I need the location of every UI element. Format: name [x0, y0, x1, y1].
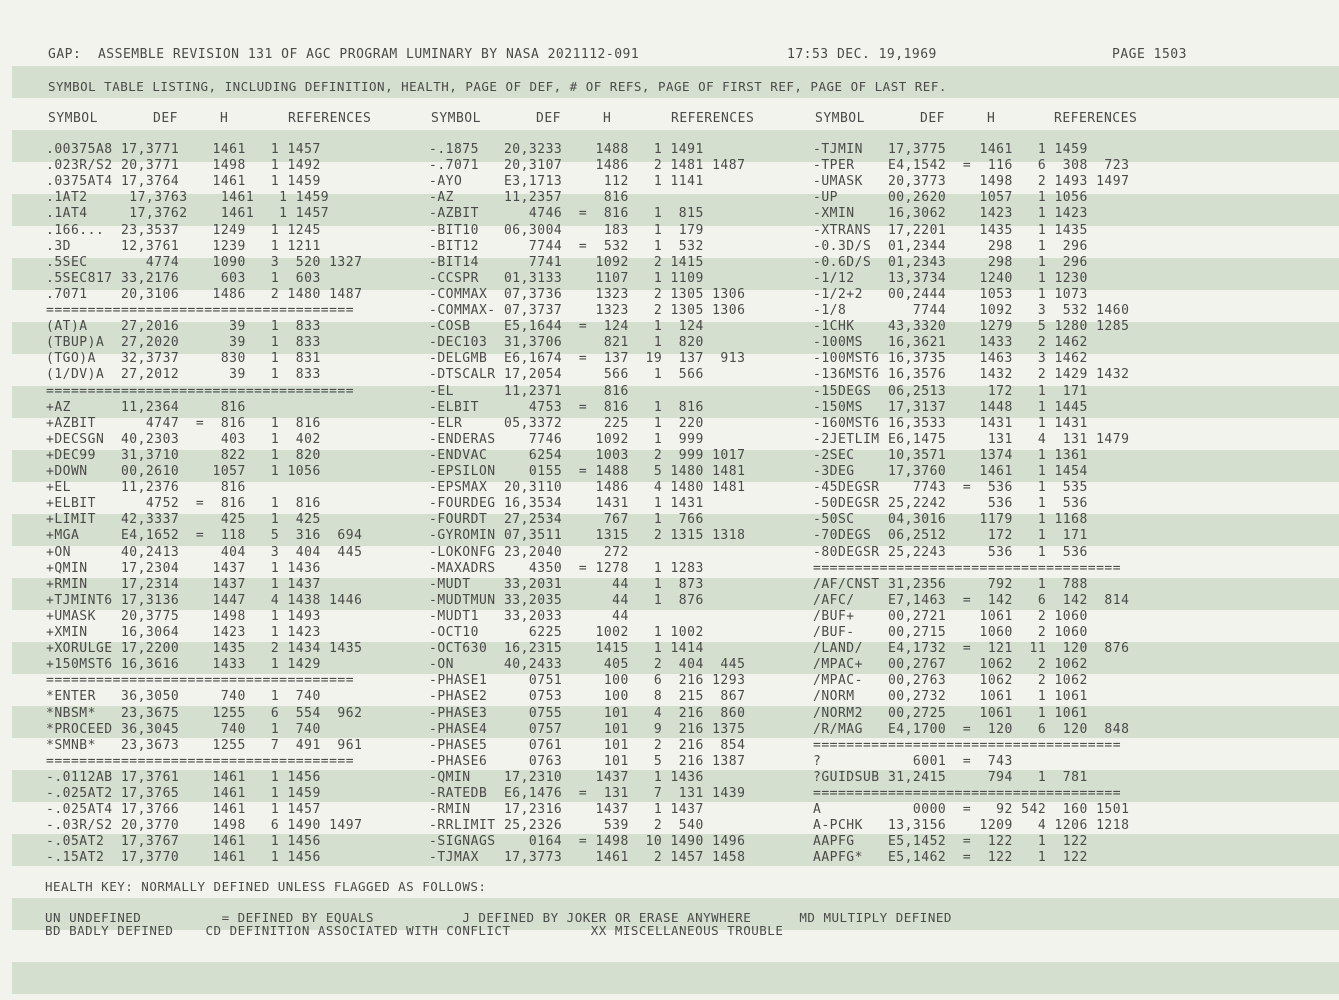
symbol-row: *ENTER 36,3050 740 1 740 — [46, 689, 321, 705]
symbol-row: -3DEG 17,3760 1461 1 1454 — [813, 464, 1088, 479]
symbol-row: -ENDVAC 6254 1003 2 999 1017 — [429, 447, 746, 463]
listing-subtitle: SYMBOL TABLE LISTING, INCLUDING DEFINITION, HEALTH, PAGE OF DEF, # OF REFS, PAGE OF FIRST REF, PAGE OF LAST REF. — [48, 79, 947, 94]
symbol-row: -XMIN 16,3062 1423 1 1423 — [813, 206, 1088, 222]
symbol-row: -.15AT2 17,3770 1461 1 1456 — [46, 850, 321, 866]
symbol-row: -OCT630 16,2315 1415 1 1414 — [429, 641, 704, 657]
separator-row: ===================================== — [46, 383, 355, 399]
health-key-line-2: BD BADLY DEFINED CD DEFINITION ASSOCIATED WITH CONFLICT XX MISCELLANEOUS TROUBLE — [45, 923, 784, 938]
symbol-row: +MGA E4,1652 = 118 5 316 694 — [46, 528, 363, 544]
symbol-row: /AF/CNST 31,2356 792 1 788 — [813, 576, 1088, 592]
symbol-row: -EPSMAX 20,3110 1486 4 1480 1481 — [429, 480, 746, 496]
symbol-row: +AZBIT 4747 = 816 1 816 — [46, 415, 321, 431]
separator-row: ===================================== — [46, 673, 355, 689]
symbol-row: A 0000 = 92 542 160 1501 — [813, 802, 1130, 818]
symbol-row: -.0112AB 17,3761 1461 1 1456 — [46, 769, 321, 785]
symbol-row: -DTSCALR 17,2054 566 1 566 — [429, 367, 704, 383]
symbol-row: -MAXADRS 4350 = 1278 1 1283 — [429, 560, 704, 576]
symbol-row: -TJMIN 17,3775 1461 1 1459 — [813, 142, 1088, 157]
symbol-row: /MPAC- 00,2763 1062 2 1062 — [813, 673, 1088, 689]
symbol-row: AAPFG E5,1452 = 122 1 122 — [813, 834, 1088, 850]
symbol-row: -XTRANS 17,2201 1435 1 1435 — [813, 222, 1088, 238]
symbol-row: -DEC103 31,3706 821 1 820 — [429, 335, 704, 351]
symbol-row: -PHASE4 0757 101 9 216 1375 — [429, 721, 746, 737]
symbol-row: -LOKONFG 23,2040 272 — [429, 544, 629, 560]
symbol-row: -.05AT2 17,3767 1461 1 1456 — [46, 834, 321, 850]
symbol-row: -.025AT4 17,3766 1461 1 1457 — [46, 802, 321, 818]
symbol-row: -70DEGS 06,2512 172 1 171 — [813, 528, 1088, 544]
symbol-row: -.03R/S2 20,3770 1498 6 1490 1497 — [46, 818, 363, 834]
symbol-row: -CCSPR 01,3133 1107 1 1109 — [429, 270, 704, 286]
symbol-row: -150MS 17,3137 1448 1 1445 — [813, 399, 1088, 415]
symbol-row: +AZ 11,2364 816 — [46, 399, 246, 415]
symbol-row: -ENDERAS 7746 1092 1 999 — [429, 431, 704, 447]
symbol-row: -BIT12 7744 = 532 1 532 — [429, 238, 704, 254]
symbol-row: -1CHK 43,3320 1279 5 1280 1285 — [813, 319, 1130, 335]
symbol-row: -100MST6 16,3735 1463 3 1462 — [813, 351, 1088, 367]
references-header: REFERENCES — [671, 111, 755, 126]
health-key-line-1: UN UNDEFINED = DEFINED BY EQUALS J DEFINED BY JOKER OR ERASE ANYWHERE MD MULTIPLY DEFINED — [45, 910, 952, 925]
symbol-row: +LIMIT 42,3337 425 1 425 — [46, 512, 321, 528]
symbol-row: +RMIN 17,2314 1437 1 1437 — [46, 576, 321, 592]
symbol-row: -TJMAX 17,3773 1461 2 1457 1458 — [429, 850, 746, 866]
symbol-row: -ELR 05,3372 225 1 220 — [429, 415, 704, 431]
symbol-row: .1AT4 17,3762 1461 1 1457 — [46, 206, 330, 222]
symbol-row: -0.3D/S 01,2344 298 1 296 — [813, 238, 1088, 254]
symbol-row: +TJMINT6 17,3136 1447 4 1438 1446 — [46, 592, 363, 608]
symbol-row: *NBSM* 23,3675 1255 6 554 962 — [46, 705, 363, 721]
symbol-row: .3D 12,3761 1239 1 1211 — [46, 238, 321, 254]
symbol-row: .7071 20,3106 1486 2 1480 1487 — [46, 286, 363, 302]
symbol-row: -FOURDEG 16,3534 1431 1 1431 — [429, 496, 704, 512]
symbol-row: -RMIN 17,2316 1437 1 1437 — [429, 802, 704, 818]
symbol-row: -.7071 20,3107 1486 2 1481 1487 — [429, 158, 746, 174]
symbol-row: -PHASE3 0755 101 4 216 860 — [429, 705, 746, 721]
symbol-row: -100MS 16,3621 1433 2 1462 — [813, 335, 1088, 351]
symbol-row: AAPFG* E5,1462 = 122 1 122 — [813, 850, 1088, 866]
symbol-row: +ON 40,2413 404 3 404 445 — [46, 544, 363, 560]
symbol-row: (TGO)A 32,3737 830 1 831 — [46, 351, 321, 367]
symbol-row: -.1875 20,3233 1488 1 1491 — [429, 142, 704, 157]
symbol-row: -PHASE5 0761 101 2 216 854 — [429, 737, 746, 753]
symbol-header: SYMBOL — [431, 111, 481, 126]
symbol-row: -BIT10 06,3004 183 1 179 — [429, 222, 704, 238]
symbol-row: -AZBIT 4746 = 816 1 815 — [429, 206, 704, 222]
symbol-row: -PHASE2 0753 100 8 215 867 — [429, 689, 746, 705]
symbol-row: -0.6D/S 01,2343 298 1 296 — [813, 254, 1088, 270]
symbol-row: -COMMAX- 07,3737 1323 2 1305 1306 — [429, 303, 746, 318]
symbol-row: -FOURDT 27,2534 767 1 766 — [429, 512, 704, 528]
symbol-row: /LAND/ E4,1732 = 121 11 120 876 — [813, 641, 1130, 657]
def-header: DEF — [153, 111, 178, 126]
symbol-row: /BUF+ 00,2721 1061 2 1060 — [813, 608, 1088, 624]
symbol-row: -MUDT 33,2031 44 1 873 — [429, 576, 704, 592]
symbol-row: +150MST6 16,3616 1433 1 1429 — [46, 657, 321, 673]
symbol-row: *SMNB* 23,3673 1255 7 491 961 — [46, 737, 363, 753]
symbol-row: ?GUIDSUB 31,2415 794 1 781 — [813, 769, 1088, 785]
separator-row: ===================================== — [46, 303, 355, 318]
symbol-row: -AYO E3,1713 112 1 1141 — [429, 174, 704, 190]
symbol-row: .0375AT4 17,3764 1461 1 1459 — [46, 174, 321, 190]
symbol-row: -BIT14 7741 1092 2 1415 — [429, 254, 704, 270]
symbol-row: /AFC/ E7,1463 = 142 6 142 814 — [813, 592, 1130, 608]
symbol-row: -UMASK 20,3773 1498 2 1493 1497 — [813, 174, 1130, 190]
symbol-row: -45DEGSR 7743 = 536 1 535 — [813, 480, 1088, 496]
symbol-row: (AT)A 27,2016 39 1 833 — [46, 319, 321, 335]
symbol-row: -50DEGSR 25,2242 536 1 536 — [813, 496, 1088, 512]
symbol-row: -.025AT2 17,3765 1461 1 1459 — [46, 786, 321, 801]
symbol-row: +EL 11,2376 816 — [46, 480, 246, 496]
symbol-row: ? 6001 = 743 — [813, 753, 1013, 769]
symbol-row: .1AT2 17,3763 1461 1 1459 — [46, 190, 330, 206]
symbol-row: -15DEGS 06,2513 172 1 171 — [813, 383, 1088, 399]
symbol-row: -GYROMIN 07,3511 1315 2 1315 1318 — [429, 528, 746, 544]
symbol-row: -SIGNAGS 0164 = 1498 10 1490 1496 — [429, 834, 746, 850]
symbol-row: -QMIN 17,2310 1437 1 1436 — [429, 769, 704, 785]
health-header: H — [987, 111, 996, 126]
symbol-row: +XORULGE 17,2200 1435 2 1434 1435 — [46, 641, 363, 657]
symbol-row: /MPAC+ 00,2767 1062 2 1062 — [813, 657, 1088, 673]
symbol-row: -80DEGSR 25,2243 536 1 536 — [813, 544, 1088, 560]
symbol-row: +XMIN 16,3064 1423 1 1423 — [46, 625, 321, 640]
page-header-time: 17:53 DEC. 19,1969 — [787, 47, 937, 62]
symbol-row: -EPSILON 0155 = 1488 5 1480 1481 — [429, 464, 746, 479]
separator-row: ===================================== — [46, 753, 355, 769]
symbol-row: -EL 11,2371 816 — [429, 383, 629, 399]
symbol-row: (TBUP)A 27,2020 39 1 833 — [46, 335, 321, 351]
separator-row: ===================================== — [813, 737, 1122, 753]
symbol-row: -RATEDB E6,1476 = 131 7 131 1439 — [429, 786, 746, 801]
symbol-row: -ELBIT 4753 = 816 1 816 — [429, 399, 704, 415]
symbol-row: A-PCHK 13,3156 1209 4 1206 1218 — [813, 818, 1130, 834]
symbol-row: -DELGMB E6,1674 = 137 19 137 913 — [429, 351, 746, 367]
symbol-row: -COMMAX 07,3736 1323 2 1305 1306 — [429, 286, 746, 302]
symbol-row: .5SEC817 33,2176 603 1 603 — [46, 270, 321, 286]
health-header: H — [220, 111, 229, 126]
symbol-row: +UMASK 20,3775 1498 1 1493 — [46, 608, 321, 624]
symbol-row: +QMIN 17,2304 1437 1 1436 — [46, 560, 321, 576]
symbol-row: -2SEC 10,3571 1374 1 1361 — [813, 447, 1088, 463]
symbol-row: /NORM 00,2732 1061 1 1061 — [813, 689, 1088, 705]
symbol-row: (1/DV)A 27,2012 39 1 833 — [46, 367, 321, 383]
symbol-row: -2JETLIM E6,1475 131 4 131 1479 — [813, 431, 1130, 447]
def-header: DEF — [920, 111, 945, 126]
symbol-row: -1/2+2 00,2444 1053 1 1073 — [813, 286, 1088, 302]
symbol-row: -PHASE1 0751 100 6 216 1293 — [429, 673, 746, 689]
health-header: H — [603, 111, 612, 126]
symbol-row: /BUF- 00,2715 1060 2 1060 — [813, 625, 1088, 640]
symbol-row: .00375A8 17,3771 1461 1 1457 — [46, 142, 321, 157]
symbol-row: -ON 40,2433 405 2 404 445 — [429, 657, 746, 673]
symbol-row: -1/12 13,3734 1240 1 1230 — [813, 270, 1088, 286]
page-header-title: GAP: ASSEMBLE REVISION 131 OF AGC PROGRAM LUMINARY BY NASA 2021112-091 — [48, 47, 640, 62]
symbol-row: -UP 00,2620 1057 1 1056 — [813, 190, 1088, 206]
symbol-row: -50SC 04,3016 1179 1 1168 — [813, 512, 1088, 528]
symbol-row: +DEC99 31,3710 822 1 820 — [46, 447, 321, 463]
symbol-row: +DOWN 00,2610 1057 1 1056 — [46, 464, 321, 479]
symbol-row: -AZ 11,2357 816 — [429, 190, 629, 206]
separator-row: ===================================== — [813, 786, 1122, 801]
symbol-row: -COSB E5,1644 = 124 1 124 — [429, 319, 704, 335]
symbol-row: -TPER E4,1542 = 116 6 308 723 — [813, 158, 1130, 174]
symbol-row: -136MST6 16,3576 1432 2 1429 1432 — [813, 367, 1130, 383]
def-header: DEF — [536, 111, 561, 126]
health-key-title: HEALTH KEY: NORMALLY DEFINED UNLESS FLAGGED AS FOLLOWS: — [45, 879, 487, 894]
symbol-row: +ELBIT 4752 = 816 1 816 — [46, 496, 321, 512]
paper-band — [12, 962, 1339, 994]
symbol-row: /NORM2 00,2725 1061 1 1061 — [813, 705, 1088, 721]
separator-row: ===================================== — [813, 560, 1122, 576]
symbol-row: *PROCEED 36,3045 740 1 740 — [46, 721, 321, 737]
symbol-header: SYMBOL — [48, 111, 98, 126]
symbol-row: .023R/S2 20,3771 1498 1 1492 — [46, 158, 321, 174]
symbol-row: -MUDT1 33,2033 44 — [429, 608, 629, 624]
symbol-row: .5SEC 4774 1090 3 520 1327 — [46, 254, 363, 270]
symbol-row: -PHASE6 0763 101 5 216 1387 — [429, 753, 746, 769]
symbol-row: +DECSGN 40,2303 403 1 402 — [46, 431, 321, 447]
symbol-row: -RRLIMIT 25,2326 539 2 540 — [429, 818, 704, 834]
references-header: REFERENCES — [1054, 111, 1138, 126]
symbol-row: -160MST6 16,3533 1431 1 1431 — [813, 415, 1088, 431]
symbol-row: -OCT10 6225 1002 1 1002 — [429, 625, 704, 640]
symbol-row: .166... 23,3537 1249 1 1245 — [46, 222, 321, 238]
references-header: REFERENCES — [288, 111, 372, 126]
symbol-row: -MUDTMUN 33,2035 44 1 876 — [429, 592, 704, 608]
symbol-row: -1/8 7744 1092 3 532 1460 — [813, 303, 1130, 318]
symbol-row: /R/MAG E4,1700 = 120 6 120 848 — [813, 721, 1130, 737]
symbol-header: SYMBOL — [815, 111, 865, 126]
page-number: PAGE 1503 — [1112, 47, 1187, 62]
